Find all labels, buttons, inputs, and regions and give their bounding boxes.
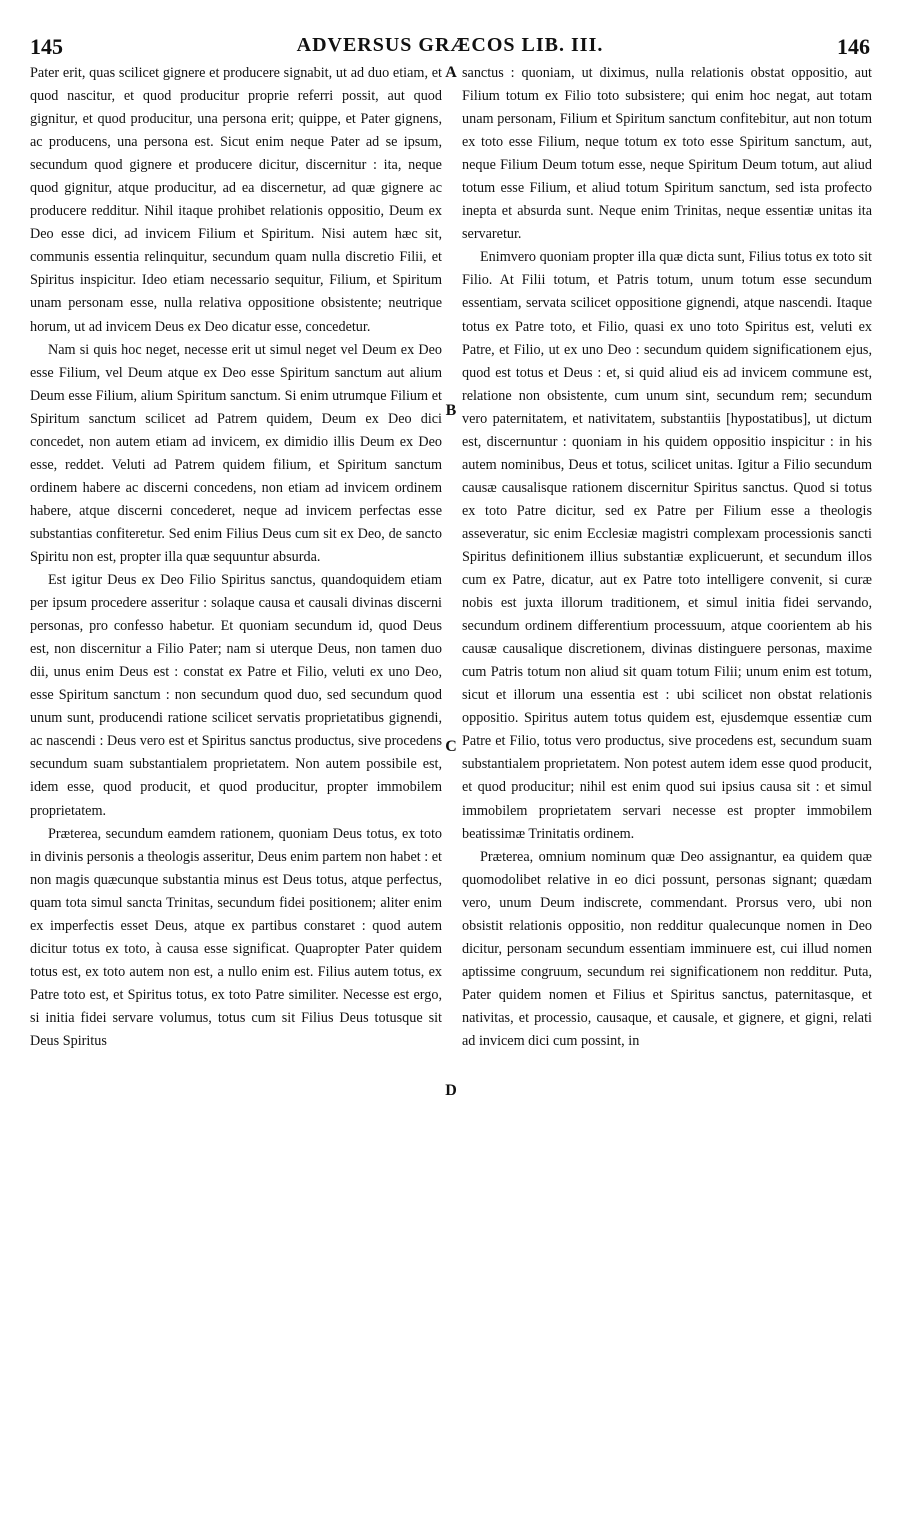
running-title: ADVERSUS GRÆCOS LIB. III. (296, 34, 604, 56)
right-paragraph-2: Enimvero quoniam propter illa quæ dicta sunt, Filius totus ex toto sit Filio. At Filii totum, et Patris totum, unum totum esse secundum essentiam, servata scilicet oppositione gignendi, atque nascendi. Itaque totus ex Patre toto, et Filio, quasi ex uno toto Spiritus est, veluti ex Patre, et Filio, ut ex uno Deo : secundum quidem significationem ejus, quod est totus et Deus : et, si quid aliud eis ad invicem commune est, relatione non obsistente, cum unum sint, secundum rem; secundum vero paternitatem, et nativitatem, substantiis [hypostatibus], ut dictum est, discernuntur : quoniam in his quidem oppositio inspicitur : in his autem nominibus, Deus et totus, scilicet unitas. Igitur a Filio secundum causæ causalisque rationem discernitur Spiritus sanctus. Quod si totus ex toto Patre dicitur, sed ex Patre per Filium esse a theologis asseveratur, sic enim Ecclesiæ magistri complexam processionis sancti Spiritus definitionem illius substantiæ explicuerunt, et secundum illos cum ex Patre, dicatur, aut ex Patre toto intelligere convenit, si curæ nobis est juxta illorum traditionem, et simul initia fidei servando, secundum ordinem differentium processuum, atque coorientem ab his causæ causalique discretionem, divinas distinguere personas, maxime cum Patris totum non aliud sit quam totum Filii; unum enim est totum, sicut et illorum una essentia est : ubi scilicet non obstat relationis oppositio. Spiritus autem totus quidem est, ejusdemque essentiæ cum Patre et Filio, totus vero productus, sive procedens est, secundum suam substantialem proprietatem. Non potest autem idem esse quod producit, et quod producitur; nihil est enim quod sui ipsius causa sit : et simul immobilem proprietatem servari necesse est propter immobilem beatissimæ Trinitatis ordinem. (462, 249, 872, 842)
left-page-number: 145 (30, 34, 63, 59)
section-marker-b: B (445, 402, 457, 419)
right-paragraph-3: Præterea, omnium nominum quæ Deo assignantur, ea quidem quæ quomodolibet relative in eo dici possunt, personas signant; quædam vero, unum Deum indiscrete, commendant. Prorsus vero, ubi non obsistit relationis oppositio, non redditur qualecunque nomen in Deo dicitur, personam secundum essentiam imminuere est, cui illud nomen aptissime congruum, secundum rei significationem non redditur. Puta, Pater quidem nomen et Filius et Spiritus sanctus, paternitasque, et nativitas, et processio, causaque, et causale, et gignere, et gigni, relati ad invicem dici cum possint, in (462, 848, 872, 1049)
left-paragraph-2: Nam si quis hoc neget, necesse erit ut simul neget vel Deum ex Deo esse Filium, vel Deum atque ex Deo esse Spiritum sanctum aut alium Deum esse Filium, alium Spiritum sanctum. Si enim utrumque Filium et Spiritum sanctum scilicet ad Patrem quidem, Deum ex Deo dici concedet, non autem etiam ad invicem, ex dimidio illis Deum ex Deo esse, reddet. Veluti ad Patrem quidem filium, et Spiritum sanctum ordinem habere ac discerni concedens, non etiam ad invicem ordinem habere, atque discerni concederet, neque ad invicem perfectas esse substantias confiteretur. Sed enim Filius Deus cum sit ex Deo, de sancto Spiritu non est, propter illa quæ sequuntur absurda. (30, 341, 442, 565)
left-column (30, 62, 442, 1053)
left-paragraph-4: Præterea, secundum eamdem rationem, quoniam Deus totus, ex toto in divinis personis a theologis asseritur, Deus enim partem non habet : et non magis quæcunque substantia minus est Deus totus, atque perfectus, quam tota simul sancta Trinitas, secundum fidei positionem; aliter enim ex imperfectis esset Deus, atque ex partibus constaret : quod autem dicitur totus ex toto, à causa esse significat. Quapropter Pater quidem totus est, ex toto autem non est, a nullo enim est. Filius autem totus, ex Patre toto est, et Spiritus totus, ex toto Patre similiter. Necesse est ergo, si initia fidei servare volumus, totus cum sit Filius Deus totusque sit Deus Spiritus (30, 825, 442, 1049)
right-paragraph-1: sanctus : quoniam, ut diximus, nulla relationis obstat oppositio, aut Filium totum ex Filio toto subsistere; qui enim hoc negat, aut totam unam personam, Filium et Spiritum sanctum confitebitur, aut non totum ex toto esse Filium, neque totum ex toto esse Spiritum sanctum, aut, neque Filium Deum totum esse, neque Spiritum Deum totum, aut aliud totum esse Filium, et aliud totum Spiritum sanctum, sed ista profecto inepta et absurda sunt. Neque enim Trinitas, neque essentiæ unitas ita servaretur. (462, 65, 872, 243)
right-page-number: 146 (837, 34, 870, 59)
right-column (462, 62, 872, 1053)
section-marker-c: C (445, 738, 457, 755)
section-marker-d: D (445, 1082, 457, 1099)
left-paragraph-1: Pater erit, quas scilicet gignere et producere signabit, ut ad duo etiam, et quod nascitur, et quod producitur proprie referri possit, aut quod gignitur, et quod producitur, una persona erit; quippe, et Pater gignens, ac producens, una persona est. Sicut enim neque Pater ad se ipsum, secundum quod gignere et producere dicitur, discernitur : ita, neque quod gignitur, atque producitur, ad ea discernetur, ad quæ gignere ac producere redditur. Nihil itaque prohibet relationis oppositio, Deum ex Deo esse dici, ad invicem Filium et Spiritum. Nisi autem hæc sit, communis essentia relinquitur, secundum quam nulla discretio Filii, et Spiritus inspicitur. Ideo etiam necessario sequitur, Filium, et Spiritum unam personam esse, nulla relativa oppositione obsistente; neutrique horum, ut ad invicem Deus ex Deo dicatur esse, concedetur. (30, 65, 442, 335)
left-paragraph-3: Est igitur Deus ex Deo Filio Spiritus sanctus, quandoquidem etiam per ipsum procedere asseritur : solaque causa et causali divinas discerni personas, pro confesso habetur. Et quoniam secundum id, quod Deus est, non discernitur a Filio Pater; nam si uterque Deus, non tamen duo dii, unus enim Deus est : constat ex Patre et Filio, veluti ex uno Deo, esse Spiritum sanctum : non secundum quod duo, sed secundum quod unum sunt, producendi ratione scilicet servatis proprietatibus gignendi, ac nascendi : Deus vero est et Spiritus sanctus productus, sive procedens secundum suam substantialem proprietatem. Non autem possibile est, idem esse, quod producit, et quod producitur, propter immobilem proprietatem. (30, 572, 442, 819)
running-header (30, 34, 870, 64)
section-marker-a: A (445, 64, 457, 81)
